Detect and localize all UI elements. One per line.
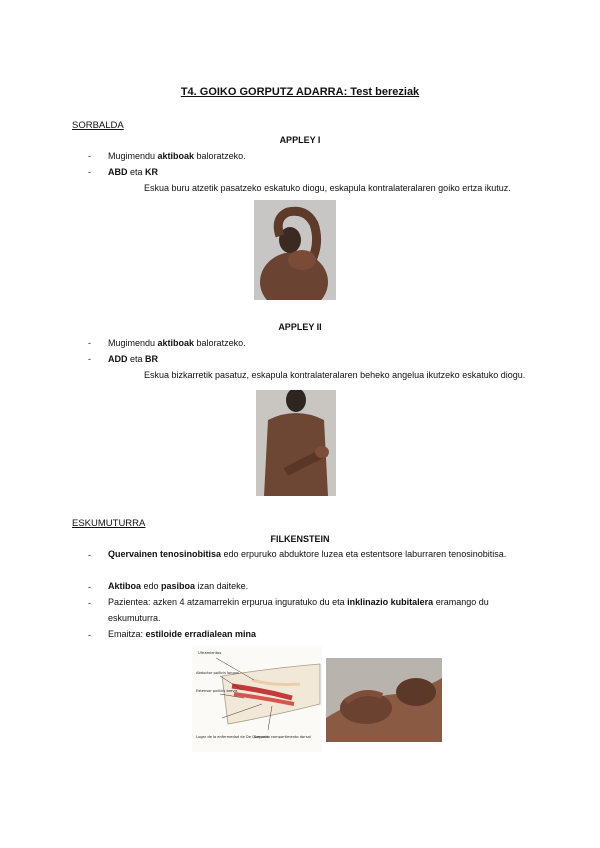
filkenstein-photo	[326, 658, 442, 742]
diagram-label-3-text: Extensor pollicis brevis	[196, 689, 238, 693]
bullet-dash: -	[88, 550, 91, 560]
heading-apley-2: APPLEY II	[278, 322, 322, 332]
anatomy-diagram	[192, 646, 322, 752]
apley2-description: Eskua bizkarretik pasatuz, eskapula kontralateralaren beheko angelua ikutzeko eskatuko diogu.	[144, 370, 526, 380]
apley2-item-1: Mugimendu aktiboak baloratzeko.	[108, 338, 246, 348]
section-eskumuturra: ESKUMUTURRA	[72, 518, 146, 529]
page-title: T4. GOIKO GORPUTZ ADARRA: Test bereziak	[180, 86, 420, 98]
heading-filkenstein: FILKENSTEIN	[270, 534, 330, 544]
diagram-label-1: Ultramientos	[198, 651, 222, 655]
filkenstein-item-1: Quervainen tenosinobitisa edo erpuruko abduktore luzea eta estentsore laburraren tenosinobitisa.	[108, 549, 507, 559]
bullet-dash: -	[88, 630, 91, 640]
bullet-dash: -	[88, 338, 91, 348]
diagram-label-5	[254, 735, 311, 739]
filkenstein-item-2: Aktiboa edo pasiboa izan daiteke.	[108, 581, 249, 591]
bullet-dash: -	[88, 167, 91, 177]
diagram-label-4-text: Lugar de la enfermedad de De Quervain	[196, 735, 269, 739]
diagram-label-2-text: Abductor pollicis longus	[196, 671, 239, 675]
apley1-description: Eskua buru atzetik pasatzeko eskatuko diogu, eskapula kontralateralaren goiko ertza ikutuz.	[144, 183, 511, 193]
apley1-item-1: Mugimendu aktiboak baloratzeko.	[108, 151, 246, 161]
diagram-label-2	[196, 671, 239, 675]
filkenstein-item-4: Emaitza: estiloide erradialean mina	[108, 629, 257, 639]
section-sorbalda: SORBALDA	[72, 120, 124, 131]
heading-apley-1: APPLEY I	[279, 135, 321, 145]
bullet-dash: -	[88, 598, 91, 608]
diagram-label-3	[196, 689, 237, 693]
apley1-item-2: ABD eta KR	[108, 167, 159, 177]
apley1-photo	[254, 200, 336, 300]
filkenstein-item-3: Pazientea: azken 4 atzamarrekin erpurua inguratuko du eta inklinazio kubitalera eramango du eskumuturra.	[108, 597, 489, 623]
apley2-photo	[256, 390, 336, 496]
apley2-item-2: ADD eta BR	[108, 354, 159, 364]
bullet-dash: -	[88, 354, 91, 364]
diagram-label-5-text: Segundo compartimento dorsal	[254, 735, 311, 739]
bullet-dash: -	[88, 582, 91, 592]
bullet-dash: -	[88, 151, 91, 161]
